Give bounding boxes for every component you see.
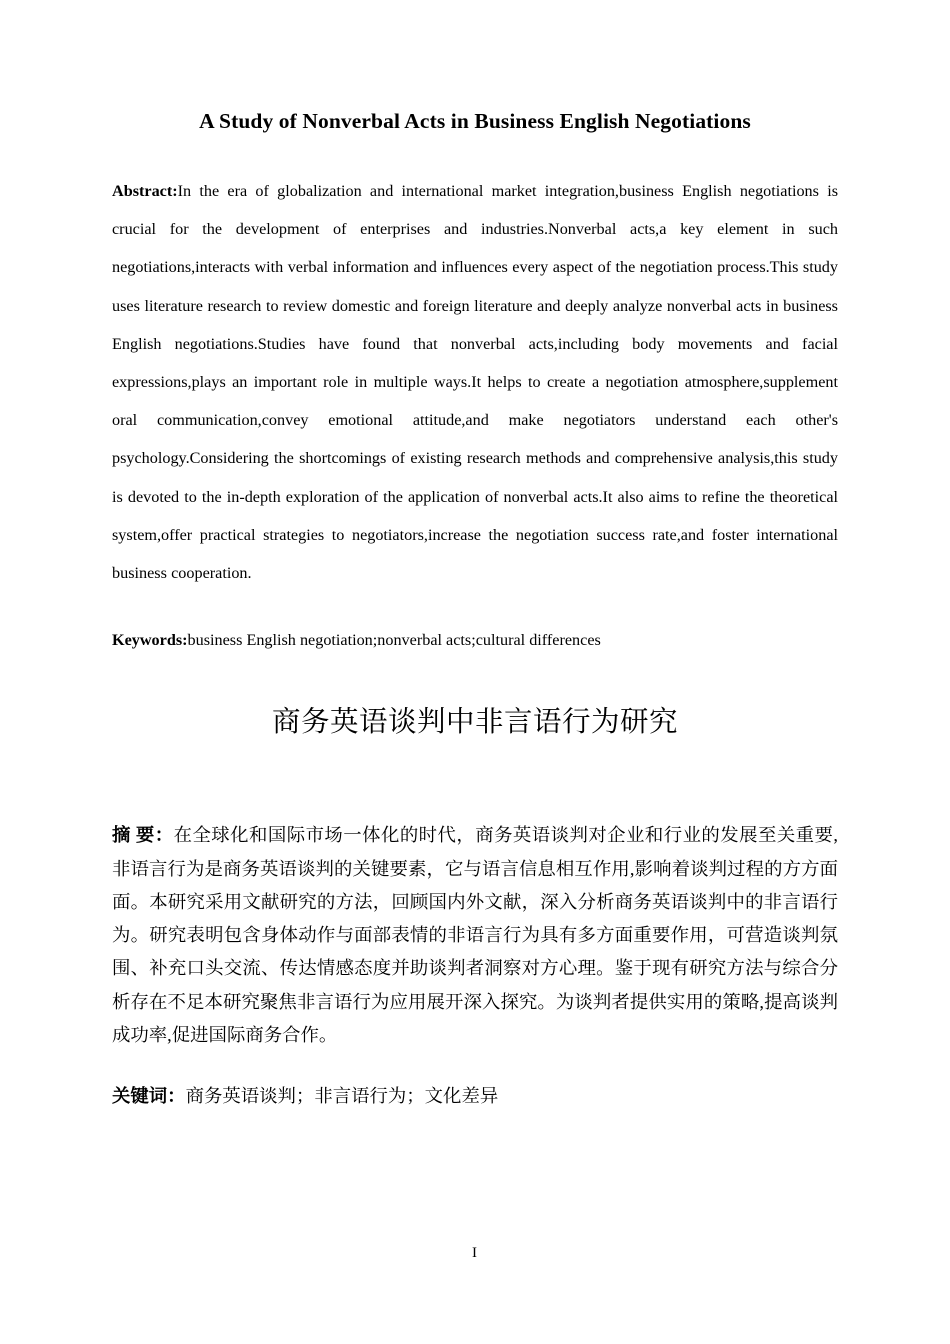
chinese-keywords-label: 关键词： [112, 1086, 186, 1107]
english-keywords-body: business English negotiation;nonverbal acts;cultural differences [187, 631, 601, 650]
english-keywords-paragraph [112, 592, 838, 655]
english-abstract-label: Abstract: [112, 182, 178, 200]
page-content-column [112, 0, 838, 1261]
english-keywords-label: Keywords: [112, 631, 188, 650]
chinese-abstract-body: 在全球化和国际市场一体化的时代，商务英语谈判对企业和行业的发展至关重要,非语言行为是商务英语谈判的关键要素，它与语言信息相互作用,影响着谈判过程的方方面面。本研究采用文献研究的方法，回顾国内外文献，深入分析商务英语谈判中的非言语行为。研究表明包含身体动作与面部表情的非语言行为具有多方面重要作用，可营造谈判氛围、补充口头交流、传达情感态度并助谈判者洞察对方心理。鉴于现有研究方法与综合分析存在不足本研究聚焦非言语行为应用展开深入探究。为谈判者提供实用的策略,提高谈判成功率,促进国际商务合作。 [112, 825, 838, 1046]
page-number-footer: I [472, 1245, 477, 1261]
chinese-keywords-paragraph [112, 1052, 838, 1111]
chinese-abstract-paragraph [112, 743, 838, 1052]
chinese-keywords-body: 商务英语谈判；非言语行为；文化差异 [185, 1086, 499, 1107]
english-abstract-paragraph [112, 135, 838, 592]
chinese-title: 商务英语谈判中非言语行为研究 [271, 707, 678, 739]
chinese-abstract-label: 摘 要： [112, 825, 174, 846]
english-title: A Study of Nonverbal Acts in Business English Negotiations [199, 109, 751, 133]
english-abstract-body: In the era of globalization and international market integration,business English negotiations is crucial for the development of enterprises and industries.Nonverbal acts,a key element in such negotiations,interacts with verbal information and influences every aspect of the negotiation process.This study uses literature research to review domestic and foreign literature and deeply analyze nonverbal acts in business English negotiations.Studies have found that nonverbal acts,including body movements and facial expressions,plays an important role in multiple ways.It helps to create a negotiation atmosphere,supplement oral communication,convey emotional attitude,and make negotiators understand each other's psychology.Considering the shortcomings of existing research methods and comprehensive analysis,this study is devoted to the in-depth exploration of the application of nonverbal acts.It also aims to refine the theoretical system,offer practical strategies to negotiators,increase the negotiation success rate,and foster international business cooperation. [112, 182, 838, 583]
